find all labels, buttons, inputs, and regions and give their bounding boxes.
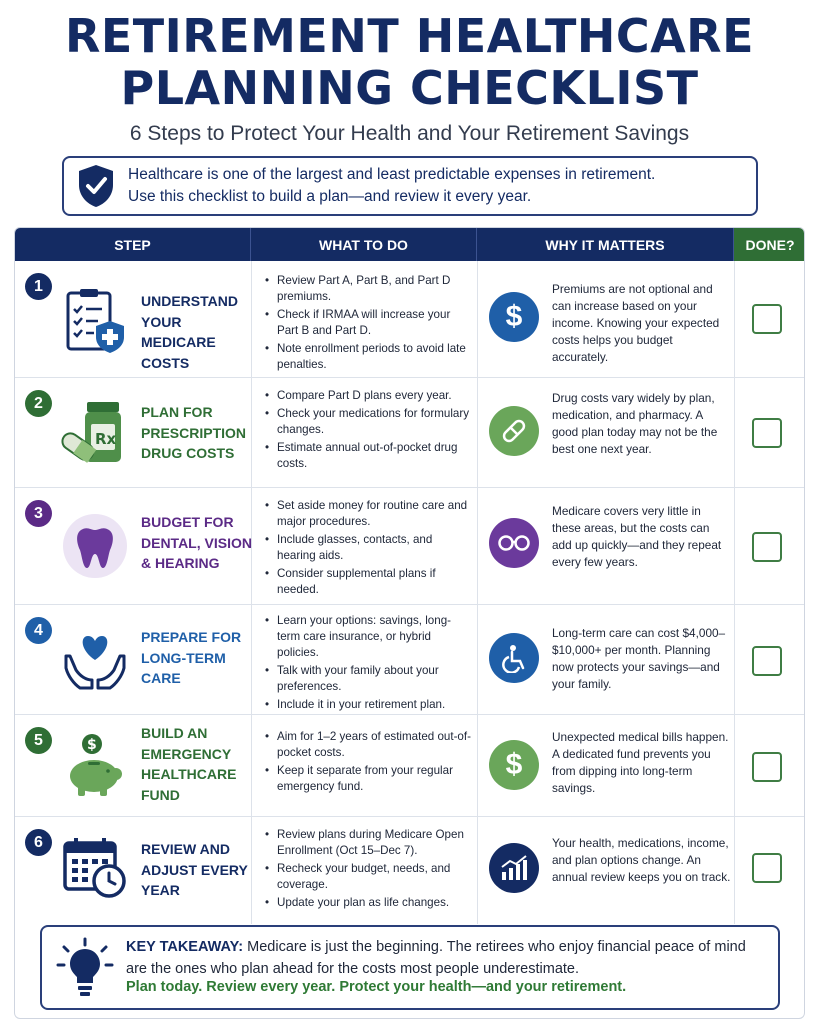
todo-list <box>265 729 473 797</box>
step-number: 6 <box>25 829 52 856</box>
table-row <box>15 715 805 817</box>
todo-item: • Review Part A, Part B, and Part D premiums. <box>265 273 473 305</box>
intro-line-1: Healthcare is one of the largest and least predictable expenses in retirement. <box>128 166 656 183</box>
glasses-icon <box>489 518 539 568</box>
header-why: WHY IT MATTERS <box>477 228 734 261</box>
done-checkbox[interactable] <box>752 853 782 883</box>
todo-item: • Note enrollment periods to avoid late penalties. <box>265 341 473 373</box>
step-label: REVIEW AND ADJUST EVERY YEAR <box>141 841 248 898</box>
why-text: Drug costs vary widely by plan, medication, and pharmacy. A good plan today may not be the best one next year. <box>552 391 718 456</box>
takeaway-cta: Plan today. Review every year. Protect your health—and your retirement. <box>126 979 627 995</box>
pill-icon <box>489 406 539 456</box>
why-text: Medicare covers very little in these areas, but the costs can add up quickly—and they repeat every few years. <box>552 504 722 569</box>
todo-item: • Aim for 1–2 years of estimated out-of-pocket costs. <box>265 729 473 761</box>
table-row <box>15 605 805 715</box>
todo-item: • Review plans during Medicare Open Enrollment (Oct 15–Dec 7). <box>265 827 473 859</box>
todo-item: • Learn your options: savings, long-term care insurance, or hybrid policies. <box>265 613 473 661</box>
todo-item: • Update your plan as life changes. <box>265 895 473 911</box>
dollar-icon: $ <box>489 740 539 790</box>
table-row <box>15 817 805 924</box>
title-line-1: RETIREMENT HEALTHCARE <box>64 9 755 63</box>
takeaway-body: Medicare is just the beginning. The retirees who enjoy financial peace of mind are the ones who plan ahead for the costs most people underestimate. <box>126 939 746 977</box>
done-checkbox[interactable] <box>752 418 782 448</box>
todo-item: • Compare Part D plans every year. <box>265 388 473 404</box>
table-header <box>15 228 805 261</box>
todo-list <box>265 388 473 474</box>
calendar-clock-icon <box>59 831 131 903</box>
step-number: 1 <box>25 273 52 300</box>
step-number: 2 <box>25 390 52 417</box>
todo-item: • Check if IRMAA will increase your Part B and Part D. <box>265 307 473 339</box>
page-title <box>0 10 819 114</box>
todo-item: • Recheck your budget, needs, and coverage. <box>265 861 473 893</box>
todo-list <box>265 498 473 600</box>
todo-item: • Include it in your retirement plan. <box>265 697 473 713</box>
todo-list <box>265 273 473 375</box>
key-takeaway-box <box>40 925 780 1010</box>
title-line-2: PLANNING CHECKLIST <box>120 61 699 115</box>
intro-box <box>62 156 758 216</box>
svg-text:$: $ <box>87 737 97 753</box>
header-what: WHAT TO DO <box>251 228 477 261</box>
todo-list <box>265 827 473 913</box>
takeaway-label: KEY TAKEAWAY: <box>126 939 244 955</box>
step-number: 3 <box>25 500 52 527</box>
done-checkbox[interactable] <box>752 532 782 562</box>
prescription-bottle-icon <box>59 396 131 468</box>
chart-growth-icon <box>489 843 539 893</box>
tooth-icon <box>59 510 131 582</box>
checklist-table <box>14 227 805 1019</box>
why-text: Your health, medications, income, and plan options change. An annual review keeps you on track. <box>552 836 731 884</box>
table-row <box>15 378 805 488</box>
todo-item: • Set aside money for routine care and major procedures. <box>265 498 473 530</box>
why-text: Unexpected medical bills happen. A dedicated fund prevents you from dipping into long-term savings. <box>552 730 729 795</box>
done-checkbox[interactable] <box>752 752 782 782</box>
step-number: 5 <box>25 727 52 754</box>
todo-item: • Estimate annual out-of-pocket drug costs. <box>265 440 473 472</box>
svg-text:Rx: Rx <box>95 430 117 448</box>
shield-check-icon <box>64 163 128 209</box>
step-label: PLAN FOR PRESCRIPTION DRUG COSTS <box>141 404 247 461</box>
todo-item: • Talk with your family about your preferences. <box>265 663 473 695</box>
hands-heart-icon <box>59 623 131 695</box>
takeaway-text <box>126 936 766 980</box>
table-row <box>15 488 805 605</box>
piggy-bank-icon <box>59 729 131 801</box>
clipboard-checklist-medical-icon <box>59 285 131 357</box>
header-step: STEP <box>15 228 251 261</box>
todo-item: • Check your medications for formulary changes. <box>265 406 473 438</box>
table-row <box>15 261 805 378</box>
step-label: PREPARE FOR LONG-TERM CARE <box>141 629 242 686</box>
why-text: Premiums are not optional and can increase based on your income. Knowing your expected costs helps you budget accurately. <box>552 282 720 364</box>
todo-item: • Consider supplemental plans if needed. <box>265 566 473 598</box>
why-text: Long-term care can cost $4,000–$10,000+ per month. Planning now protects your savings—and your family. <box>552 626 726 691</box>
step-number: 4 <box>25 617 52 644</box>
done-checkbox[interactable] <box>752 304 782 334</box>
page-subtitle: 6 Steps to Protect Your Health and Your Retirement Savings <box>129 122 690 145</box>
todo-item: • Keep it separate from your regular emergency fund. <box>265 763 473 795</box>
dollar-icon: $ <box>489 292 539 342</box>
todo-item: • Include glasses, contacts, and hearing aids. <box>265 532 473 564</box>
done-checkbox[interactable] <box>752 646 782 676</box>
todo-list <box>265 613 473 715</box>
step-label: BUDGET FOR DENTAL, VISION & HEARING <box>141 514 252 571</box>
intro-line-2: Use this checklist to build a plan—and review it every year. <box>128 188 532 205</box>
header-done: DONE? <box>734 228 805 261</box>
wheelchair-icon <box>489 633 539 683</box>
step-label: BUILD AN EMERGENCY HEALTHCARE FUND <box>141 725 237 803</box>
step-label: UNDERSTAND YOUR MEDICARE COSTS <box>141 293 238 371</box>
lightbulb-icon <box>56 937 114 1004</box>
